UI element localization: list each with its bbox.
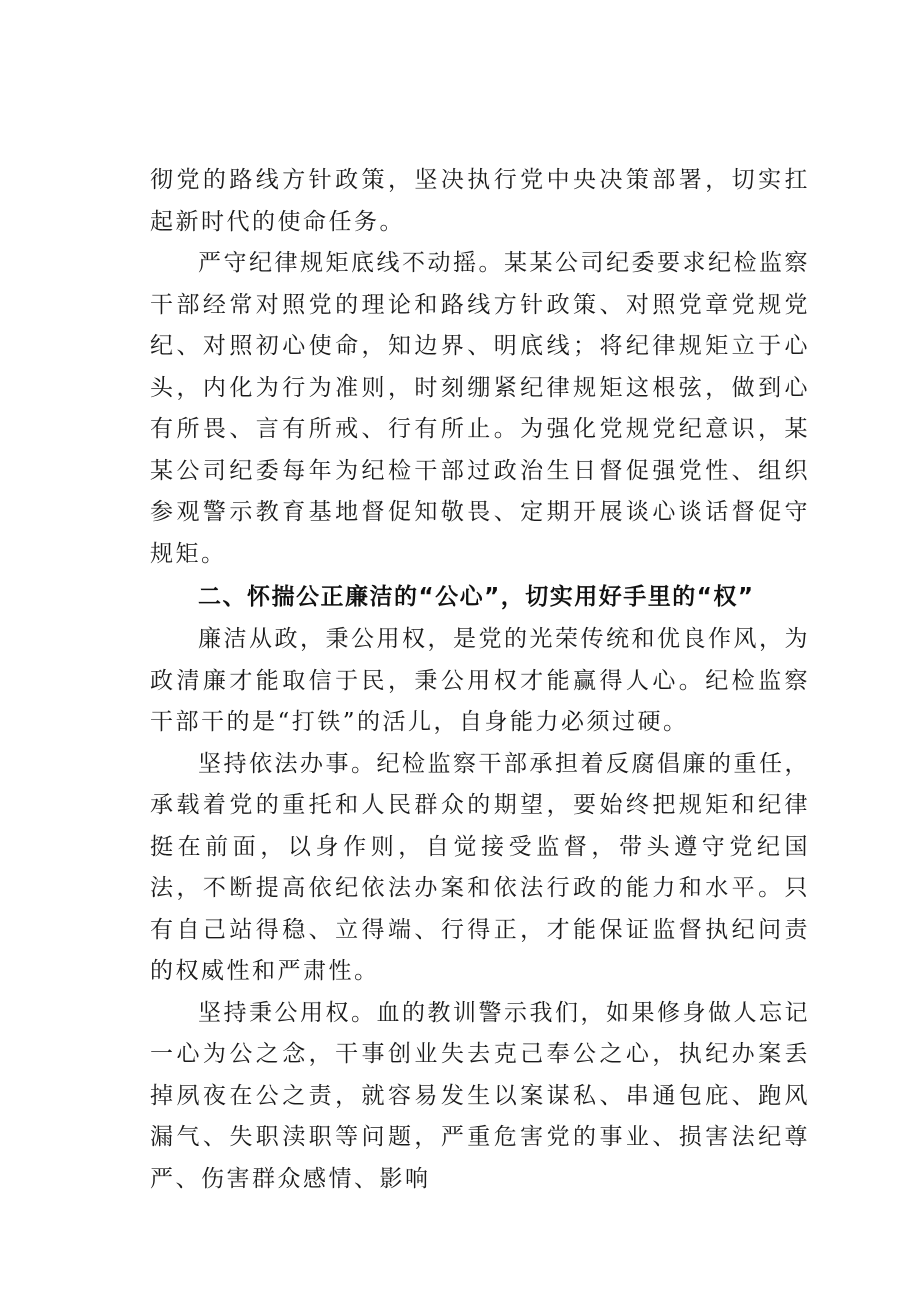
document-body	[150, 160, 810, 1200]
paragraph-discipline-rules: 严守纪律规矩底线不动摇。某某公司纪委要求纪检监察干部经常对照党的理论和路线方针政策、对照党章党规党纪、对照初心使命，知边界、明底线；将纪律规矩立于心头，内化为行为准则，时刻绷紧纪律规矩这根弦，做到心有所畏、言有所戒、行有所止。为强化党规党纪意识，某某公司纪委每年为纪检干部过政治生日督促强党性、组织参观警示教育基地督促知敬畏、定期开展谈心谈话督促守规矩。	[150, 250, 810, 567]
paragraph-integrity-intro: 廉洁从政，秉公用权，是党的光荣传统和优良作风，为政清廉才能取信于民，秉公用权才能赢得人心。纪检监察干部干的是“打铁”的活儿，自身能力必须过硬。	[150, 626, 810, 735]
section-heading: 二、怀揣公正廉洁的“公心”，切实用好手里的“权”	[198, 584, 755, 610]
paragraph-continuation: 彻党的路线方针政策，坚决执行党中央决策部署，切实扛起新时代的使命任务。	[150, 167, 810, 235]
paragraph-impartial-power: 坚持秉公用权。血的教训警示我们，如果修身做人忘记一心为公之念，干事创业失去克己奉公之心，执纪办案丢掉夙夜在公之责，就容易发生以案谋私、串通包庇、跑风漏气、失职渎职等问题，严重危害党的事业、损害法纪尊严、伤害群众感情、影响	[150, 999, 810, 1192]
paragraph-lawful-conduct: 坚持依法办事。纪检监察干部承担着反腐倡廉的重任，承载着党的重托和人民群众的期望，要始终把规矩和纪律挺在前面，以身作则，自觉接受监督，带头遵守党纪国法，不断提高依纪依法办案和依法行政的能力和水平。只有自己站得稳、立得端、行得正，才能保证监督执纪问责的权威性和严肃性。	[150, 750, 810, 984]
